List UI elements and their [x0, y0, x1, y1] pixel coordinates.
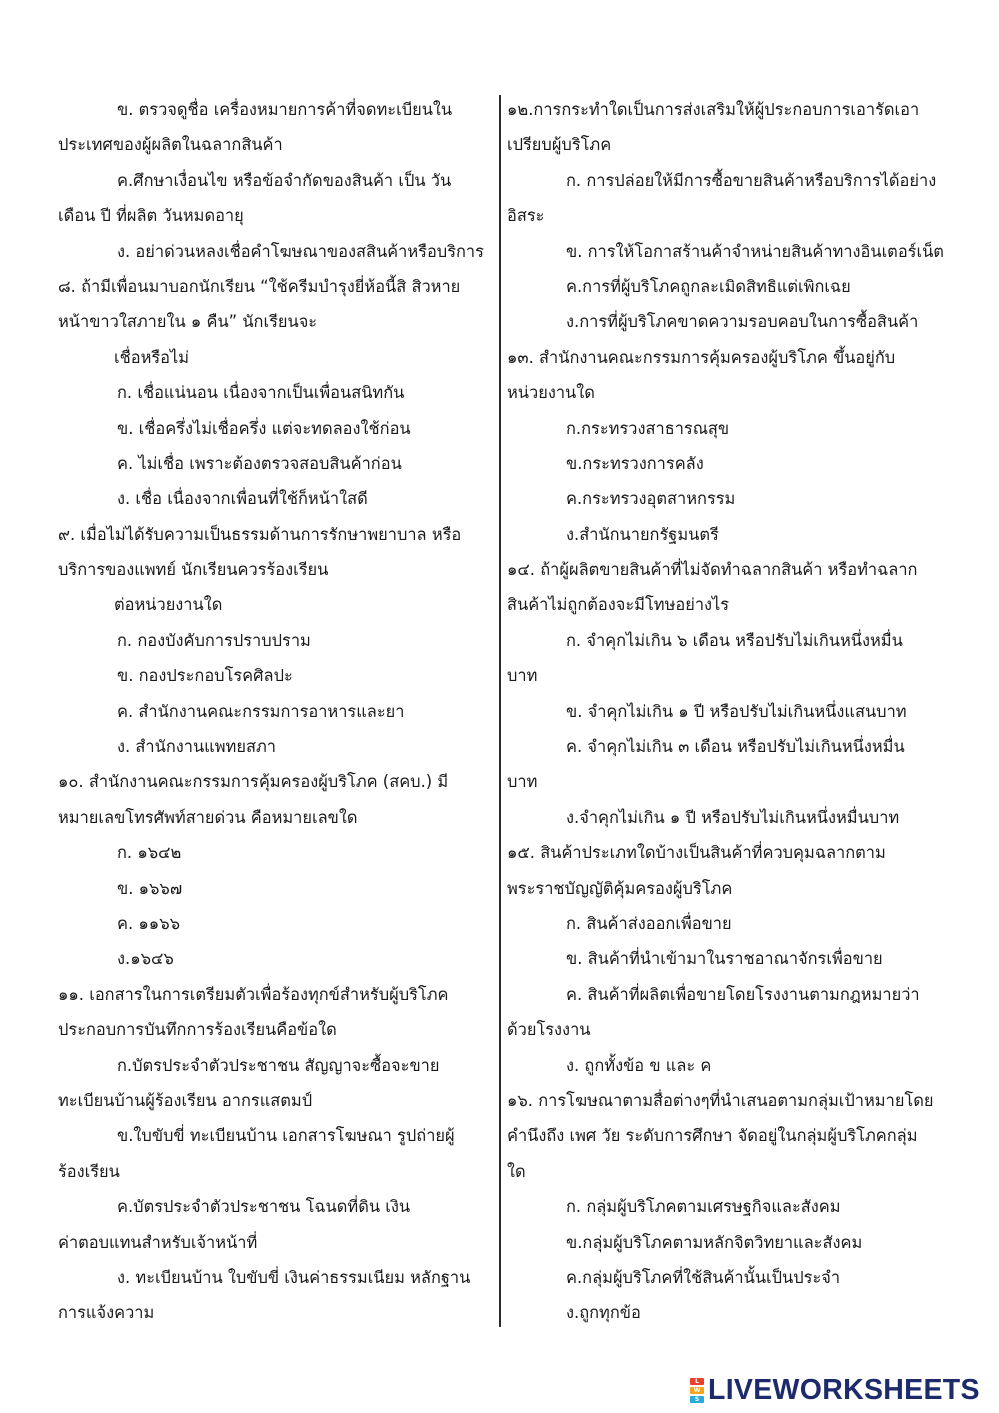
liveworksheets-logo-icon	[690, 1377, 704, 1404]
left-text-line: ง. สำนักงานแพทยสภา	[117, 737, 276, 757]
left-text-line: ค่าตอบแทนสำหรับเจ้าหน้าที่	[58, 1232, 258, 1252]
left-text-line: การแจ้งความ	[58, 1303, 155, 1323]
right-text-line: หน่วยงานใด	[507, 383, 595, 403]
left-text-line: ค. สำนักงานคณะกรรมการอาหารและยา	[117, 701, 405, 721]
left-text-line: ก. ๑๖๔๒	[117, 843, 182, 863]
right-text-line: บาท	[507, 772, 538, 792]
right-text-line: ข. การให้โอกาสร้านค้าจำหน่ายสินค้าทางอินเตอร์เน็ต	[566, 241, 944, 261]
right-text-line: ก.กระทรวงสาธารณสุข	[566, 418, 730, 438]
right-text-line: ค. สินค้าที่ผลิตเพื่อขายโดยโรงงานตามกฎหมายว่า	[566, 984, 920, 1004]
left-text-line: ข. ตรวจดูชื่อ เครื่องหมายการค้าที่จดทะเบียนใน	[117, 100, 453, 119]
liveworksheets-logo[interactable]	[690, 1372, 980, 1408]
right-text-line: ค.กระทรวงอุตสาหกรรม	[566, 489, 736, 509]
right-text-line: ๑๕. สินค้าประเภทใดบ้างเป็นสินค้าที่ควบคุมฉลากตาม	[507, 843, 886, 863]
right-text-line: ก. จำคุกไม่เกิน ๖ เดือน หรือปรับไม่เกินหนึ่งหมื่น	[566, 630, 903, 650]
logo-mark-block: W	[690, 1387, 704, 1394]
left-text-line: ข. ๑๖๖๗	[117, 878, 183, 898]
left-text-line: ประเทศของผู้ผลิตในฉลากสินค้า	[58, 135, 283, 155]
right-text-line: ค.กลุ่มผู้บริโภคที่ใช้สินค้านั้นเป็นประจำ	[566, 1267, 841, 1287]
right-text-line: ข. สินค้าที่นำเข้ามาในราชอาณาจักรเพื่อขาย	[566, 949, 883, 969]
logo-text: LIVEWORKSHEETS	[708, 1373, 980, 1406]
right-text-line: ด้วยโรงงาน	[507, 1020, 591, 1040]
left-text-line: ค.บัตรประจำตัวประชาชน โฉนดที่ดิน เงิน	[117, 1197, 411, 1217]
left-text-line: บริการของแพทย์ นักเรียนควรร้องเรียน	[58, 560, 329, 580]
left-text-line: ค. ไม่เชื่อ เพราะต้องตรวจสอบสินค้าก่อน	[117, 453, 402, 473]
right-text-line: คำนึงถึง เพศ วัย ระดับการศึกษา จัดอยู่ในกลุ่มผู้บริโภคกลุ่ม	[507, 1126, 918, 1146]
left-text-line: ๘. ถ้ามีเพื่อนมาบอกนักเรียน “ใช้ครีมบำรุงยี่ห้อนี้สิ สิวหาย	[58, 276, 461, 296]
right-text-line: ค. จำคุกไม่เกิน ๓ เดือน หรือปรับไม่เกินหนึ่งหมื่น	[566, 737, 905, 757]
left-text-line: หน้าขาวใสภายใน ๑ คืน” นักเรียนจะ	[58, 312, 318, 332]
right-text-line: สินค้าไม่ถูกต้องจะมีโทษอย่างไร	[507, 595, 730, 615]
left-text-line: ๑๑. เอกสารในการเตรียมตัวเพื่อร้องทุกข์สำหรับผู้บริโภค	[58, 984, 449, 1004]
right-text-line: ค.การที่ผู้บริโภคถูกละเมิดสิทธิแต่เพิกเฉย	[566, 276, 851, 296]
column-divider	[499, 95, 501, 1327]
logo-mark-block: S	[690, 1396, 704, 1403]
left-column	[58, 92, 494, 1331]
logo-mark-block: L	[690, 1378, 704, 1385]
left-text-line: ค. ๑๑๖๖	[117, 913, 181, 933]
left-text-line: ข. เชื่อครึ่งไม่เชื่อครึ่ง แต่จะทดลองใช้ก่อน	[117, 418, 411, 438]
right-text-line: ๑๒.การกระทำใดเป็นการส่งเสริมให้ผู้ประกอบการเอารัดเอา	[507, 100, 920, 119]
right-text-line: ใด	[507, 1161, 526, 1181]
right-text-line: อิสระ	[507, 206, 545, 226]
right-text-line: ๑๓. สำนักงานคณะกรรมการคุ้มครองผู้บริโภค ขึ้นอยู่กับ	[507, 347, 896, 367]
right-text-line: ๑๔. ถ้าผู้ผลิตขายสินค้าที่ไม่จัดทำฉลากสินค้า หรือทำฉลาก	[507, 560, 918, 580]
left-text-line: ง. ทะเบียนบ้าน ใบขับขี่ เงินค่าธรรมเนียม หลักฐาน	[117, 1267, 471, 1287]
left-text-line: เดือน ปี ที่ผลิต วันหมดอายุ	[58, 206, 244, 226]
left-text-line: ก.บัตรประจำตัวประชาชน สัญญาจะซื้อจะขาย	[117, 1055, 440, 1075]
left-text-line: เชื่อหรือไม่	[114, 347, 190, 367]
left-text-line: ก. เชื่อแน่นอน เนื่องจากเป็นเพื่อนสนิทกัน	[117, 383, 405, 403]
right-text-line: ข.กลุ่มผู้บริโภคตามหลักจิตวิทยาและสังคม	[566, 1232, 863, 1252]
right-column	[507, 92, 947, 1331]
right-text-line: ง.สำนักนายกรัฐมนตรี	[566, 524, 719, 544]
right-text-line: ก. การปล่อยให้มีการซื้อขายสินค้าหรือบริการได้อย่าง	[566, 170, 937, 190]
right-text-line: ๑๖. การโฆษณาตามสื่อต่างๆที่นำเสนอตามกลุ่มเป้าหมายโดย	[507, 1090, 934, 1110]
right-text-line: ง. ถูกทั้งข้อ ข และ ค	[566, 1055, 712, 1075]
right-text-line: เปรียบผู้บริโภค	[507, 135, 612, 155]
right-text-line: ข. จำคุกไม่เกิน ๑ ปี หรือปรับไม่เกินหนึ่งแสนบาท	[566, 701, 907, 721]
left-text-line: ทะเบียนบ้านผู้ร้องเรียน อากรแสตมป์	[58, 1090, 313, 1110]
left-text-line: ง. อย่าด่วนหลงเชื่อคำโฆษณาของสสินค้าหรือบริการ	[117, 241, 484, 261]
left-text-line: ร้องเรียน	[58, 1161, 120, 1181]
right-text-line: พระราชบัญญัติคุ้มครองผู้บริโภค	[507, 878, 733, 898]
left-text-line: หมายเลขโทรศัพท์สายด่วน คือหมายเลขใด	[58, 807, 358, 827]
left-text-line: ข.ใบขับขี่ ทะเบียนบ้าน เอกสารโฆษณา รูปถ่ายผู้	[117, 1126, 455, 1146]
right-text-line: ก. กลุ่มผู้บริโภคตามเศรษฐกิจและสังคม	[566, 1197, 841, 1217]
left-text-line: ๙. เมื่อไม่ได้รับความเป็นธรรมด้านการรักษาพยาบาล หรือ	[58, 524, 462, 544]
left-text-line: ง. เชื่อ เนื่องจากเพื่อนที่ใช้ก็หน้าใสดี	[117, 489, 368, 509]
right-text-line: ง.จำคุกไม่เกิน ๑ ปี หรือปรับไม่เกินหนึ่งหมื่นบาท	[566, 807, 900, 827]
left-text-line: ก. กองบังคับการปราบปราม	[117, 630, 311, 650]
left-text-line: ประกอบการบันทึกการร้องเรียนคือข้อใด	[58, 1020, 337, 1040]
left-text-line: ค.ศึกษาเงื่อนไข หรือข้อจำกัดของสินค้า เป็น วัน	[117, 170, 452, 190]
right-text-line: บาท	[507, 666, 538, 686]
left-text-line: ง.๑๖๔๖	[117, 949, 174, 969]
right-text-line: ง.การที่ผู้บริโภคขาดความรอบคอบในการซื้อสินค้า	[566, 312, 919, 332]
left-text-line: ๑๐. สำนักงานคณะกรรมการคุ้มครองผู้บริโภค (สคบ.) มี	[58, 772, 449, 792]
left-text-line: ต่อหน่วยงานใด	[114, 595, 223, 615]
right-text-line: ก. สินค้าส่งออกเพื่อขาย	[566, 913, 732, 933]
right-text-line: ง.ถูกทุกข้อ	[566, 1303, 641, 1323]
left-text-line: ข. กองประกอบโรคศิลปะ	[117, 666, 293, 686]
right-text-line: ข.กระทรวงการคลัง	[566, 453, 704, 473]
